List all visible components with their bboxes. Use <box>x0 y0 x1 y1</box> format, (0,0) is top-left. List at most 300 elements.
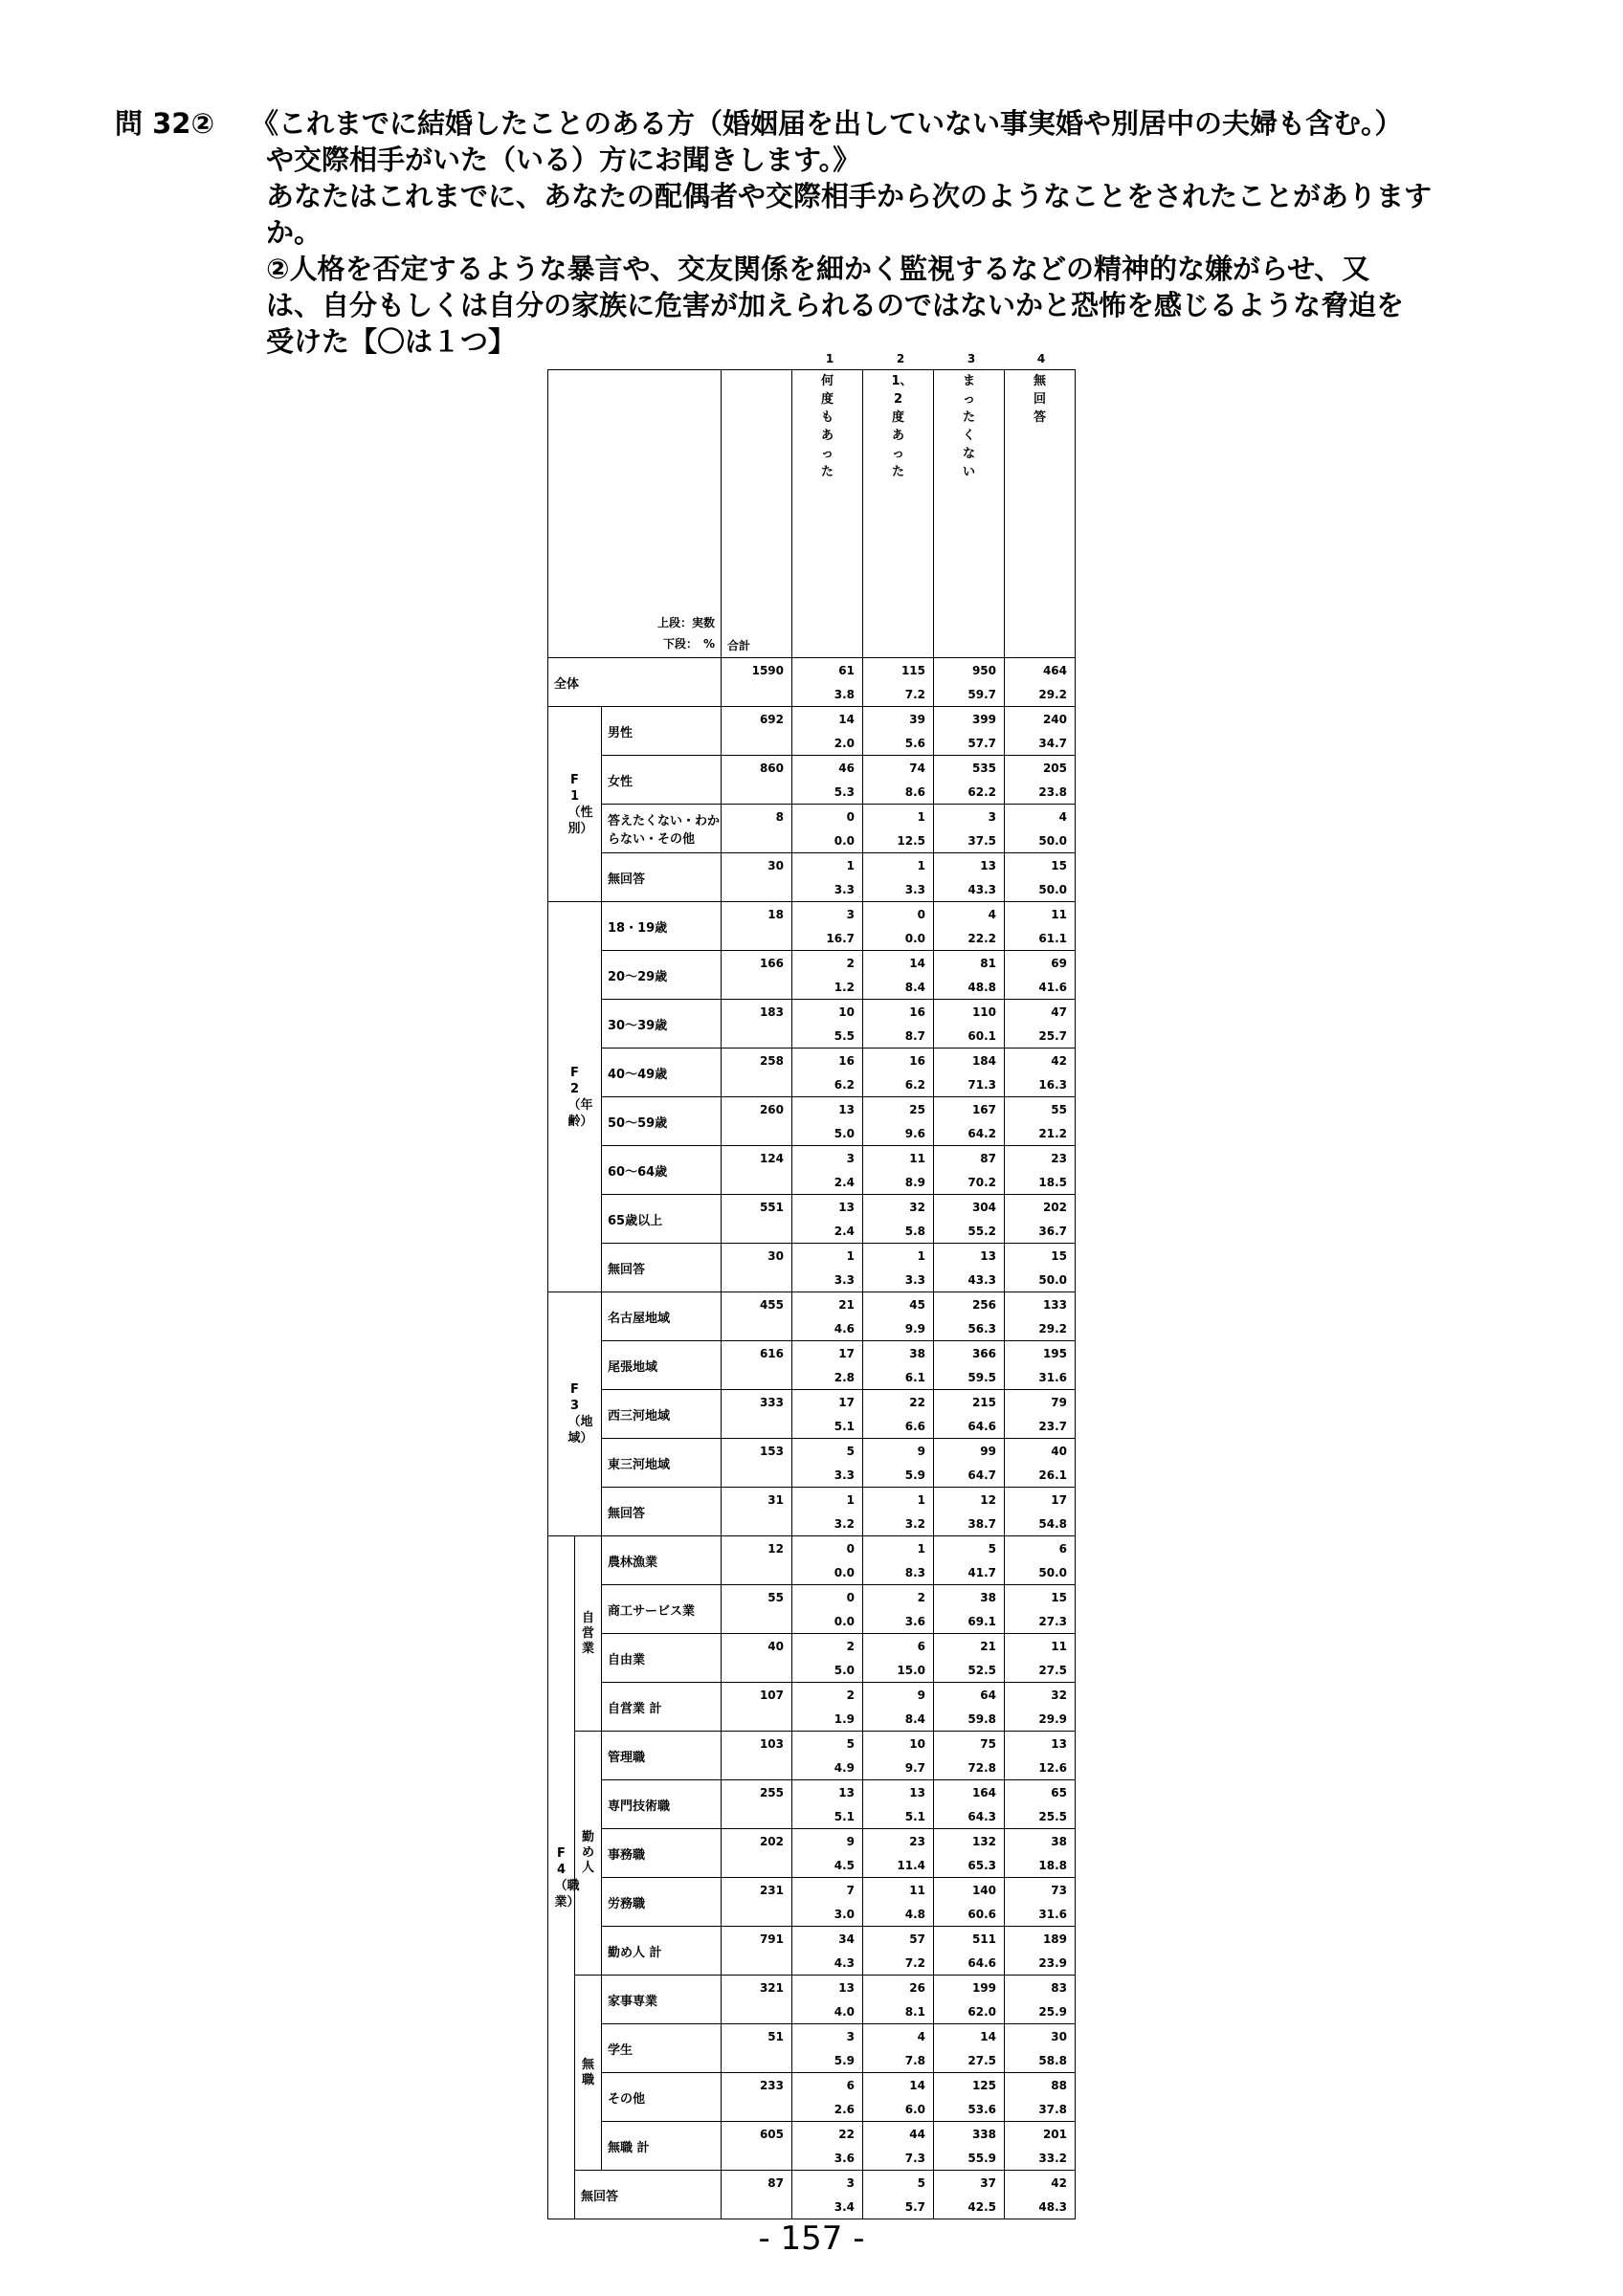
percent-cell: 7.2 <box>863 682 934 707</box>
count-cell: 189 <box>1005 1927 1076 1952</box>
percent-cell: 57.7 <box>934 731 1005 756</box>
table-row <box>548 1439 1076 1464</box>
table-row <box>548 1390 1076 1415</box>
row-label: 無回答 <box>602 1488 722 1536</box>
percent-cell: 0.0 <box>792 1560 863 1585</box>
total-percent-cell <box>722 2195 792 2219</box>
count-cell: 2 <box>792 1683 863 1708</box>
table-row <box>548 1780 1076 1805</box>
percent-cell: 4.9 <box>792 1755 863 1780</box>
percent-cell: 70.2 <box>934 1170 1005 1195</box>
percent-cell: 4.0 <box>792 1999 863 2024</box>
percent-cell: 3.6 <box>792 2146 863 2171</box>
percent-cell: 3.8 <box>792 682 863 707</box>
count-cell: 3 <box>934 805 1005 829</box>
percent-cell: 50.0 <box>1005 1560 1076 1585</box>
table-row <box>548 1634 1076 1659</box>
count-cell: 99 <box>934 1439 1005 1464</box>
table-row <box>548 1585 1076 1610</box>
row-label: 無回答 <box>602 1244 722 1292</box>
count-cell: 791 <box>722 1927 792 1952</box>
row-label: 40～49歳 <box>602 1049 722 1097</box>
count-cell: 55 <box>722 1585 792 1610</box>
unit-bottom-label: 下段： % <box>662 637 715 651</box>
row-label: 勤め人 計 <box>602 1927 722 1976</box>
count-cell: 38 <box>863 1341 934 1366</box>
row-label: 自営業 計 <box>602 1683 722 1732</box>
row-label: 無回答 <box>575 2171 722 2219</box>
count-cell: 5 <box>863 2171 934 2196</box>
count-cell: 45 <box>863 1292 934 1317</box>
count-cell: 30 <box>722 853 792 878</box>
percent-cell: 65.3 <box>934 1853 1005 1878</box>
count-cell: 16 <box>863 1000 934 1025</box>
percent-cell: 48.8 <box>934 975 1005 1000</box>
count-cell: 183 <box>722 1000 792 1025</box>
total-percent-cell <box>722 1999 792 2024</box>
percent-cell: 16.7 <box>792 926 863 951</box>
percent-cell: 37.8 <box>1005 2097 1076 2122</box>
total-percent-cell <box>722 1853 792 1878</box>
count-cell: 31 <box>722 1488 792 1512</box>
percent-cell: 48.3 <box>1005 2195 1076 2219</box>
percent-cell: 9.7 <box>863 1755 934 1780</box>
question-line: か。 <box>266 216 322 249</box>
row-label: 商工サービス業 <box>602 1585 722 1634</box>
count-cell: 79 <box>1005 1390 1076 1415</box>
count-cell: 9 <box>863 1683 934 1708</box>
percent-cell: 0.0 <box>863 926 934 951</box>
row-label: 尾張地域 <box>602 1341 722 1390</box>
column-header: 無回答 <box>1005 370 1076 658</box>
row-label: 東三河地域 <box>602 1439 722 1488</box>
percent-cell: 6.6 <box>863 1414 934 1439</box>
count-cell: 47 <box>1005 1000 1076 1025</box>
total-percent-cell <box>722 1072 792 1097</box>
total-percent-cell <box>722 877 792 902</box>
count-cell: 73 <box>1005 1878 1076 1903</box>
percent-cell: 21.2 <box>1005 1121 1076 1146</box>
total-percent-cell <box>722 1365 792 1390</box>
group-label <box>548 1292 602 1536</box>
count-cell: 14 <box>863 951 934 976</box>
percent-cell: 2.6 <box>792 2097 863 2122</box>
count-cell: 164 <box>934 1780 1005 1805</box>
table-row <box>548 1195 1076 1220</box>
percent-cell: 27.5 <box>934 2048 1005 2073</box>
percent-cell: 50.0 <box>1005 1268 1076 1292</box>
row-label: 自由業 <box>602 1634 722 1683</box>
percent-cell: 16.3 <box>1005 1072 1076 1097</box>
column-number: 2 <box>896 352 905 365</box>
percent-cell: 3.2 <box>792 1512 863 1536</box>
percent-cell: 62.2 <box>934 780 1005 805</box>
count-cell: 199 <box>934 1976 1005 2000</box>
percent-cell: 55.9 <box>934 2146 1005 2171</box>
count-cell: 399 <box>934 707 1005 732</box>
table-row <box>548 658 1076 683</box>
percent-cell: 61.1 <box>1005 926 1076 951</box>
count-cell: 511 <box>934 1927 1005 1952</box>
percent-cell: 7.8 <box>863 2048 934 2073</box>
row-label: 20～29歳 <box>602 951 722 1000</box>
total-percent-cell <box>722 1316 792 1341</box>
count-cell: 38 <box>934 1585 1005 1610</box>
count-cell: 166 <box>722 951 792 976</box>
count-cell: 13 <box>792 1780 863 1805</box>
count-cell: 13 <box>1005 1732 1076 1756</box>
table-row <box>548 1683 1076 1708</box>
percent-cell: 31.6 <box>1005 1902 1076 1927</box>
total-percent-cell <box>722 1512 792 1536</box>
percent-cell: 5.1 <box>863 1804 934 1829</box>
count-cell: 46 <box>792 756 863 781</box>
percent-cell: 9.6 <box>863 1121 934 1146</box>
table-row <box>548 1536 1076 1561</box>
row-label: 労務職 <box>602 1878 722 1927</box>
count-cell: 51 <box>722 2024 792 2049</box>
percent-cell: 3.3 <box>792 1268 863 1292</box>
question-line: は、自分もしくは自分の家族に危害が加えられるのではないかと恐怖を感じるような脅迫を <box>266 289 1405 321</box>
percent-cell: 33.2 <box>1005 2146 1076 2171</box>
percent-cell: 41.6 <box>1005 975 1076 1000</box>
row-label: 学生 <box>602 2024 722 2073</box>
percent-cell: 4.5 <box>792 1853 863 1878</box>
percent-cell: 8.6 <box>863 780 934 805</box>
percent-cell: 55.2 <box>934 1219 1005 1244</box>
row-label: 50～59歳 <box>602 1097 722 1146</box>
count-cell: 133 <box>1005 1292 1076 1317</box>
row-label: その他 <box>602 2073 722 2122</box>
percent-cell: 5.9 <box>863 1463 934 1488</box>
count-cell: 1 <box>863 853 934 878</box>
percent-cell: 22.2 <box>934 926 1005 951</box>
question-text <box>251 105 1550 360</box>
group-label-text: F3（地域） <box>567 1382 593 1446</box>
group-label <box>548 707 602 902</box>
count-cell: 87 <box>722 2171 792 2196</box>
count-cell: 231 <box>722 1878 792 1903</box>
column-number: 3 <box>967 352 976 365</box>
percent-cell: 5.0 <box>792 1121 863 1146</box>
count-cell: 42 <box>1005 1049 1076 1073</box>
percent-cell: 8.4 <box>863 1707 934 1732</box>
percent-cell: 6.1 <box>863 1365 934 1390</box>
total-percent-cell <box>722 1658 792 1683</box>
subgroup-label-text: 自営業 <box>581 1610 594 1656</box>
row-label: 名古屋地域 <box>602 1292 722 1341</box>
count-cell: 11 <box>1005 902 1076 927</box>
percent-cell: 2.0 <box>792 731 863 756</box>
table-row <box>548 1829 1076 1854</box>
count-cell: 65 <box>1005 1780 1076 1805</box>
count-cell: 2 <box>792 1634 863 1659</box>
count-cell: 1 <box>792 1488 863 1512</box>
row-label: 西三河地域 <box>602 1390 722 1439</box>
percent-cell: 4.6 <box>792 1316 863 1341</box>
total-header-cell <box>722 370 792 658</box>
count-cell: 1 <box>863 805 934 829</box>
count-cell: 255 <box>722 1780 792 1805</box>
percent-cell: 53.6 <box>934 2097 1005 2122</box>
count-cell: 21 <box>934 1634 1005 1659</box>
count-cell: 42 <box>1005 2171 1076 2196</box>
count-cell: 13 <box>792 1976 863 2000</box>
row-label: 無回答 <box>602 853 722 902</box>
percent-cell: 58.8 <box>1005 2048 1076 2073</box>
column-number: 1 <box>825 352 834 365</box>
total-percent-cell <box>722 1024 792 1049</box>
count-cell: 18 <box>722 902 792 927</box>
table-row <box>548 902 1076 927</box>
count-cell: 5 <box>792 1439 863 1464</box>
count-cell: 1 <box>792 1244 863 1269</box>
percent-cell: 7.2 <box>863 1951 934 1976</box>
percent-cell: 1.2 <box>792 975 863 1000</box>
percent-cell: 5.1 <box>792 1414 863 1439</box>
count-cell: 195 <box>1005 1341 1076 1366</box>
count-cell: 13 <box>934 853 1005 878</box>
group-label-text: F2（年齢） <box>567 1065 593 1129</box>
count-cell: 5 <box>934 1536 1005 1561</box>
table-row <box>548 805 1076 829</box>
percent-cell: 72.8 <box>934 1755 1005 1780</box>
count-cell: 11 <box>863 1878 934 1903</box>
count-cell: 115 <box>863 658 934 683</box>
count-cell: 6 <box>792 2073 863 2098</box>
count-cell: 455 <box>722 1292 792 1317</box>
count-cell: 256 <box>934 1292 1005 1317</box>
count-cell: 22 <box>863 1390 934 1415</box>
percent-cell: 3.0 <box>792 1902 863 1927</box>
percent-cell: 5.6 <box>863 731 934 756</box>
total-percent-cell <box>722 2146 792 2171</box>
percent-cell: 15.0 <box>863 1658 934 1683</box>
question-line: 《これまでに結婚したことのある方（婚姻届を出していない事実婚や別居中の夫婦も含む。） <box>251 107 1403 140</box>
table-row <box>548 1732 1076 1756</box>
table-row <box>548 1488 1076 1512</box>
row-label: 専門技術職 <box>602 1780 722 1829</box>
table-row <box>548 1878 1076 1903</box>
count-cell: 81 <box>934 951 1005 976</box>
total-percent-cell <box>722 1804 792 1829</box>
percent-cell: 5.0 <box>792 1658 863 1683</box>
total-percent-cell <box>722 1755 792 1780</box>
count-cell: 124 <box>722 1146 792 1171</box>
count-cell: 950 <box>934 658 1005 683</box>
percent-cell: 1.9 <box>792 1707 863 1732</box>
unit-top-label: 上段：実数 <box>656 616 715 629</box>
subgroup-label <box>575 1976 602 2171</box>
table-row <box>548 1146 1076 1171</box>
percent-cell: 0.0 <box>792 828 863 853</box>
percent-cell: 8.7 <box>863 1024 934 1049</box>
count-cell: 44 <box>863 2122 934 2147</box>
row-label: 女性 <box>602 756 722 805</box>
group-label-text: F4（職業） <box>554 1845 580 1910</box>
percent-cell: 5.5 <box>792 1024 863 1049</box>
total-percent-cell <box>722 1951 792 1976</box>
table-row <box>548 1927 1076 1952</box>
question-block <box>115 105 1550 360</box>
row-label: 全体 <box>548 658 722 707</box>
count-cell: 61 <box>792 658 863 683</box>
table-row <box>548 2024 1076 2049</box>
percent-cell: 29.2 <box>1005 682 1076 707</box>
percent-cell: 5.1 <box>792 1804 863 1829</box>
percent-cell: 12.5 <box>863 828 934 853</box>
count-cell: 13 <box>863 1780 934 1805</box>
count-cell: 535 <box>934 756 1005 781</box>
percent-cell: 5.8 <box>863 1219 934 1244</box>
count-cell: 16 <box>863 1049 934 1073</box>
total-header: 合計 <box>727 639 751 652</box>
count-cell: 0 <box>792 1536 863 1561</box>
count-cell: 153 <box>722 1439 792 1464</box>
percent-cell: 50.0 <box>1005 877 1076 902</box>
question-number: 問 32② <box>115 107 215 140</box>
total-percent-cell <box>722 1609 792 1634</box>
percent-cell: 23.9 <box>1005 1951 1076 1976</box>
row-label: 30～39歳 <box>602 1000 722 1049</box>
percent-cell: 4.8 <box>863 1902 934 1927</box>
table-row <box>548 853 1076 878</box>
count-cell: 75 <box>934 1732 1005 1756</box>
percent-cell: 18.5 <box>1005 1170 1076 1195</box>
count-cell: 13 <box>792 1097 863 1122</box>
count-cell: 551 <box>722 1195 792 1220</box>
count-cell: 338 <box>934 2122 1005 2147</box>
count-cell: 9 <box>863 1439 934 1464</box>
table-row <box>548 2073 1076 2098</box>
count-cell: 55 <box>1005 1097 1076 1122</box>
percent-cell: 69.1 <box>934 1609 1005 1634</box>
question-line: あなたはこれまでに、あなたの配偶者や交際相手から次のようなことをされたことがあります <box>266 180 1433 212</box>
crosstab-table <box>547 369 1076 2219</box>
percent-cell: 71.3 <box>934 1072 1005 1097</box>
column-number: 4 <box>1036 352 1046 365</box>
count-cell: 3 <box>792 2171 863 2196</box>
total-percent-cell <box>722 731 792 756</box>
count-cell: 4 <box>934 902 1005 927</box>
count-cell: 860 <box>722 756 792 781</box>
percent-cell: 25.5 <box>1005 1804 1076 1829</box>
table-row <box>548 2122 1076 2147</box>
count-cell: 30 <box>1005 2024 1076 2049</box>
count-cell: 0 <box>792 1585 863 1610</box>
count-cell: 205 <box>1005 756 1076 781</box>
percent-cell: 43.3 <box>934 877 1005 902</box>
count-cell: 201 <box>1005 2122 1076 2147</box>
count-cell: 2 <box>792 951 863 976</box>
percent-cell: 3.4 <box>792 2195 863 2219</box>
unit-cell <box>548 370 722 658</box>
total-percent-cell <box>722 2097 792 2122</box>
percent-cell: 2.4 <box>792 1219 863 1244</box>
table-row <box>548 756 1076 781</box>
count-cell: 64 <box>934 1683 1005 1708</box>
count-cell: 4 <box>1005 805 1076 829</box>
subgroup-label <box>575 1732 602 1976</box>
percent-cell: 64.6 <box>934 1414 1005 1439</box>
count-cell: 1590 <box>722 658 792 683</box>
count-cell: 202 <box>1005 1195 1076 1220</box>
percent-cell: 18.8 <box>1005 1853 1076 1878</box>
question-line: や交際相手がいた（いる）方にお聞きします。》 <box>266 144 861 176</box>
count-cell: 258 <box>722 1049 792 1073</box>
count-cell: 26 <box>863 1976 934 2000</box>
count-cell: 107 <box>722 1683 792 1708</box>
percent-cell: 8.1 <box>863 1999 934 2024</box>
percent-cell: 25.7 <box>1005 1024 1076 1049</box>
percent-cell: 27.3 <box>1005 1609 1076 1634</box>
count-cell: 202 <box>722 1829 792 1854</box>
table-row <box>548 1000 1076 1025</box>
count-cell: 0 <box>792 805 863 829</box>
count-cell: 333 <box>722 1390 792 1415</box>
percent-cell: 29.9 <box>1005 1707 1076 1732</box>
row-label: 答えたくない・わからない・その他 <box>602 805 722 853</box>
count-cell: 240 <box>1005 707 1076 732</box>
count-cell: 15 <box>1005 1585 1076 1610</box>
subgroup-label <box>575 1536 602 1732</box>
count-cell: 132 <box>934 1829 1005 1854</box>
percent-cell: 59.8 <box>934 1707 1005 1732</box>
question-line: 受けた【〇は１つ】 <box>266 325 517 358</box>
percent-cell: 2.4 <box>792 1170 863 1195</box>
percent-cell: 60.6 <box>934 1902 1005 1927</box>
total-percent-cell <box>722 1414 792 1439</box>
percent-cell: 64.7 <box>934 1463 1005 1488</box>
total-percent-cell <box>722 1268 792 1292</box>
group-label-text: F1（性別） <box>567 772 593 836</box>
count-cell: 15 <box>1005 853 1076 878</box>
count-cell: 17 <box>792 1341 863 1366</box>
count-cell: 38 <box>1005 1829 1076 1854</box>
count-cell: 34 <box>792 1927 863 1952</box>
count-cell: 464 <box>1005 658 1076 683</box>
percent-cell: 54.8 <box>1005 1512 1076 1536</box>
percent-cell: 50.0 <box>1005 828 1076 853</box>
question-line: ②人格を否定するような暴言や、交友関係を細かく監視するなどの精神的な嫌がらせ、又 <box>266 253 1370 285</box>
count-cell: 8 <box>722 805 792 829</box>
column-header: まったくない <box>934 370 1005 658</box>
table-row <box>548 1097 1076 1122</box>
count-cell: 83 <box>1005 1976 1076 2000</box>
percent-cell: 8.9 <box>863 1170 934 1195</box>
percent-cell: 8.4 <box>863 975 934 1000</box>
total-percent-cell <box>722 780 792 805</box>
percent-cell: 3.3 <box>863 1268 934 1292</box>
count-cell: 304 <box>934 1195 1005 1220</box>
percent-cell: 5.7 <box>863 2195 934 2219</box>
count-cell: 616 <box>722 1341 792 1366</box>
count-cell: 15 <box>1005 1244 1076 1269</box>
percent-cell: 31.6 <box>1005 1365 1076 1390</box>
table-row <box>548 1976 1076 2000</box>
percent-cell: 60.1 <box>934 1024 1005 1049</box>
subgroup-label-text: 勤め人 <box>581 1830 594 1875</box>
percent-cell: 7.3 <box>863 2146 934 2171</box>
count-cell: 103 <box>722 1732 792 1756</box>
percent-cell: 6.2 <box>863 1072 934 1097</box>
count-cell: 25 <box>863 1097 934 1122</box>
row-label: 男性 <box>602 707 722 756</box>
count-cell: 1 <box>863 1536 934 1561</box>
count-cell: 74 <box>863 756 934 781</box>
percent-cell: 8.3 <box>863 1560 934 1585</box>
percent-cell: 3.6 <box>863 1609 934 1634</box>
